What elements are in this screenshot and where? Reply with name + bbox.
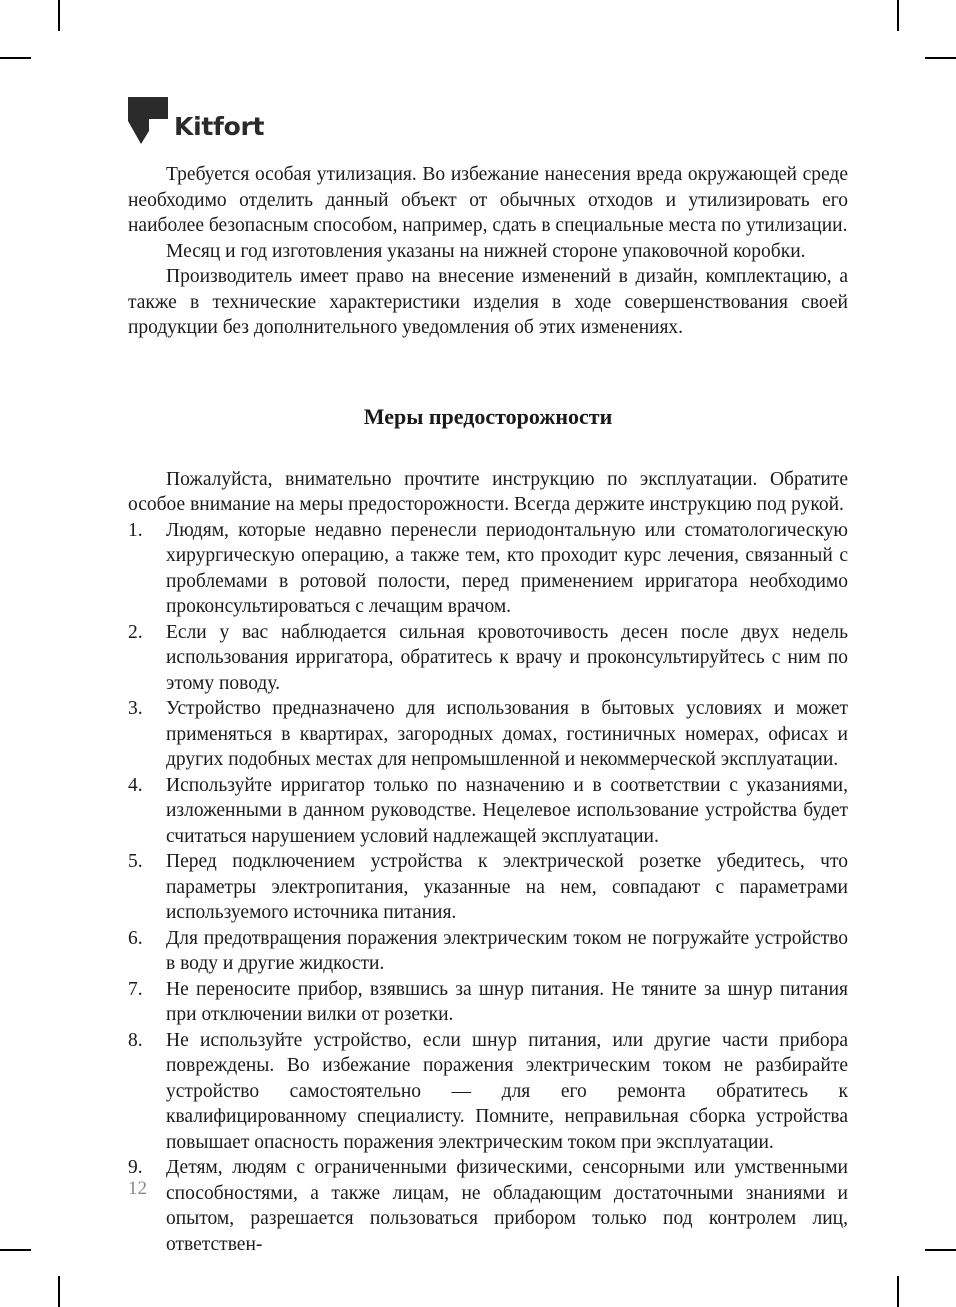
list-item: Перед подключением устройства к электрической розетке убедитесь, что параметры электропитания, указанные на нем, совпадают с параметрами используемого источника питания. — [166, 851, 848, 923]
paragraph-disposal: Требуется особая утилизация. Во избежание нанесения вреда окружающей среде необходимо отделить данный объект от обычных отходов и утилизировать его наиболее безопасным способом, например, сдать в специальные места по утилизации. — [128, 164, 848, 236]
list-item: Детям, людям с ограниченными физическими, сенсорными или умственными способностями, а также лицам, не обладающим достаточными знаниями и опытом, разрешается пользоваться прибором только под контролем лиц, ответствен- — [166, 1157, 848, 1255]
brand-name: Kitfort — [174, 112, 265, 141]
list-item: Не используйте устройство, если шнур питания, или другие части прибора повреждены. Во избежание поражения электрическим током не разбирайте устройство самостоятельно — для его ремонта обратитесь к квалифицированному специалисту. Помните, неправильная сборка устройства повышает опасность поражения электрическим током при эксплуатации. — [166, 1029, 848, 1153]
page-title: Меры предосторожности — [363, 403, 613, 429]
paragraph-manufacturer-rights: Производитель имеет право на внесение изменений в дизайн, комплектацию, а также в технические характеристики изделия в ходе совершенствования своей продукции без дополнительного уведомления об этих изменениях. — [128, 266, 848, 338]
crop-mark-bottom-right-horizontal — [925, 1249, 956, 1251]
spacer-below-heading — [128, 431, 848, 467]
crop-mark-top-right-vertical — [897, 0, 899, 31]
list-item: Устройство предназначено для использования в бытовых условиях и может применяться в квартирах, загородных домах, гостиничных номерах, офисах и других подобных местах для непромышленной и некоммерческой эксплуатации. — [166, 698, 848, 770]
page-content — [128, 92, 848, 1257]
list-item: Не переносите прибор, взявшись за шнур питания. Не тяните за шнур питания при отключении вилки от розетки. — [166, 978, 848, 1025]
kitfort-flag-icon — [128, 97, 168, 144]
page-number: 12 — [128, 1178, 147, 1199]
crop-mark-top-left-vertical — [58, 0, 60, 31]
crop-mark-bottom-left-horizontal — [0, 1249, 31, 1251]
paragraph-manufacture-date: Месяц и год изготовления указаны на нижней стороне упаковочной коробки. — [166, 240, 806, 262]
list-item: Для предотвращения поражения электрическим током не погружайте устройство в воду и другие жидкости. — [166, 927, 848, 974]
list-item: Если у вас наблюдается сильная кровоточивость десен после двух недель использования ирригатора, обратитесь к врачу и проконсультируйтесь с ним по этому поводу. — [166, 621, 848, 694]
paragraph-precautions-intro: Пожалуйста, внимательно прочтите инструкцию по эксплуатации. Обратите особое внимание на меры предосторожности. Всегда держите инструкцию под рукой. — [128, 468, 848, 515]
spacer-above-heading — [128, 341, 848, 403]
crop-mark-top-left-horizontal — [0, 57, 31, 59]
list-item: Используйте ирригатор только по назначению и в соответствии с указаниями, изложенными в данном руководстве. Нецелевое использование устройства будет считаться нарушением условий надлежащей эксплуатации. — [166, 774, 848, 847]
list-item: Людям, которые недавно перенесли периодонтальную или стоматологическую хирургическую операцию, а также тем, кто проходит курс лечения, связанный с проблемами в ротовой полости, перед применением ирригатора необходимо проконсультироваться с лечащим врачом. — [166, 519, 848, 617]
crop-mark-bottom-right-vertical — [897, 1276, 899, 1307]
brand-logo — [128, 92, 848, 144]
precautions-list — [128, 518, 848, 1258]
crop-mark-top-right-horizontal — [925, 57, 956, 59]
crop-mark-bottom-left-vertical — [58, 1276, 60, 1307]
